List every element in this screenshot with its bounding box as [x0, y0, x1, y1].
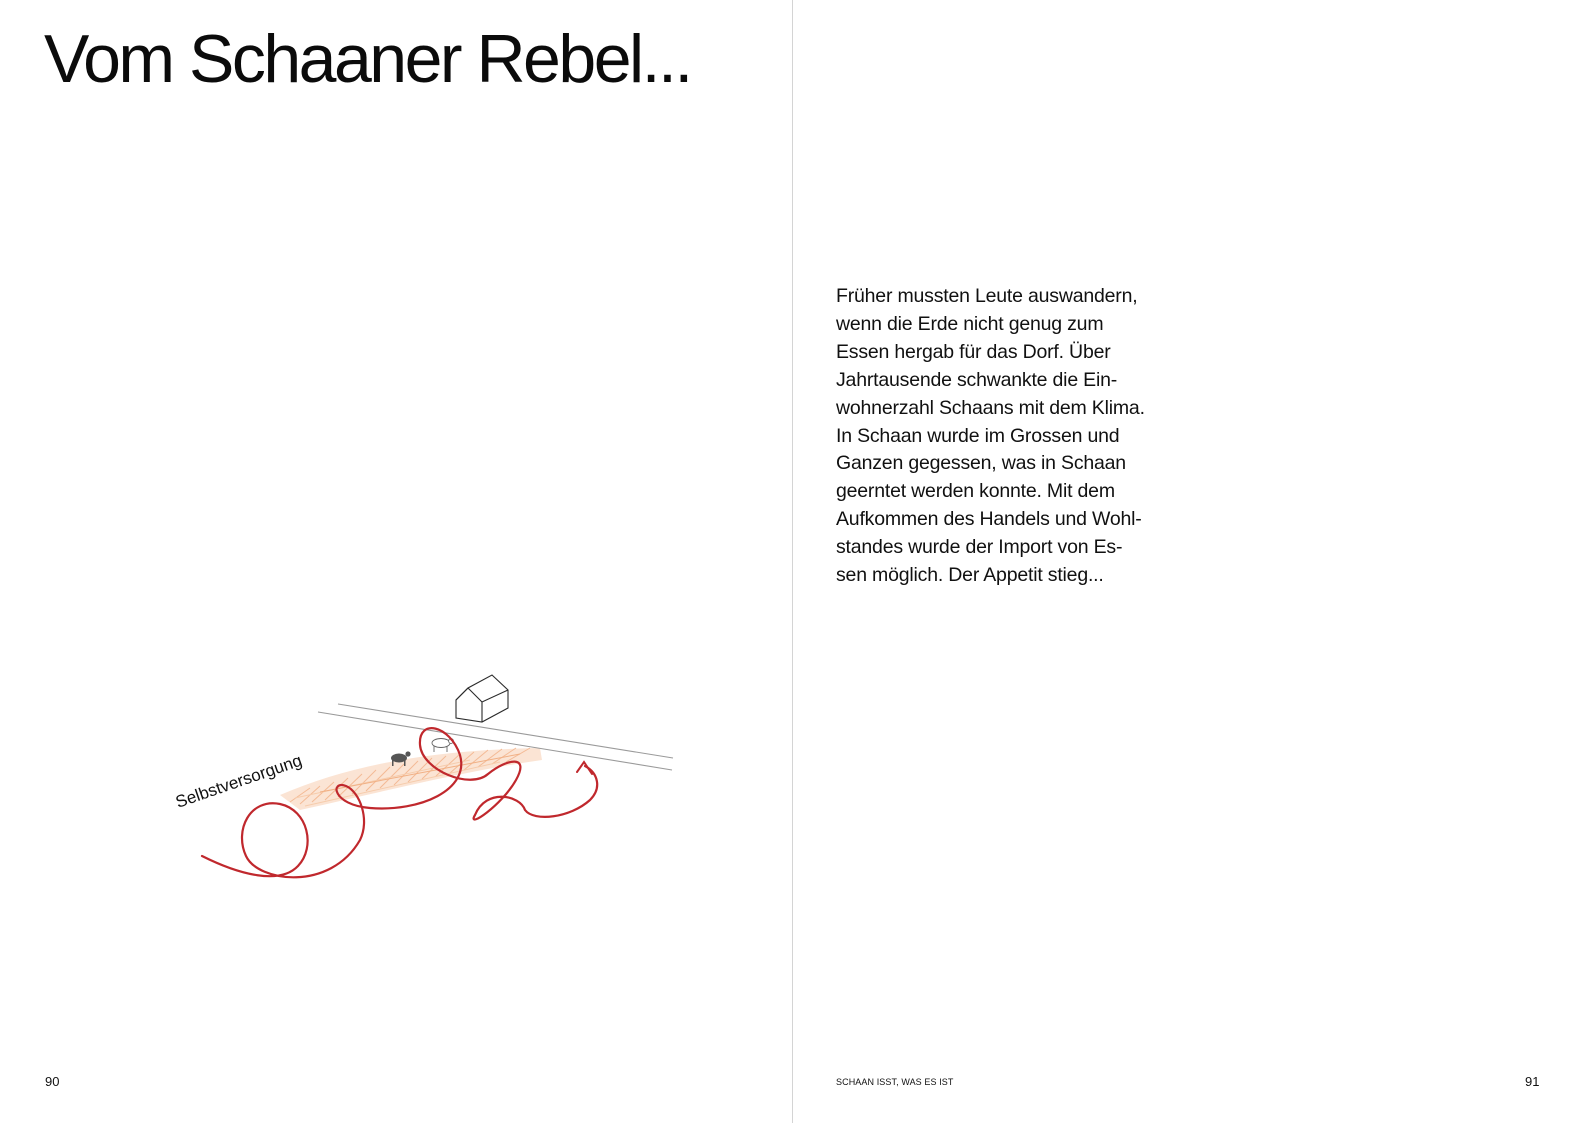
house-icon: [456, 675, 508, 722]
sheep-icon: [432, 739, 453, 753]
body-line: sen möglich. Der Appetit stieg...: [836, 564, 1104, 587]
page-number-left: 90: [45, 1074, 60, 1089]
body-line: Essen hergab für das Dorf. Über: [836, 340, 1111, 363]
body-paragraph: [836, 283, 1186, 590]
body-line: geerntet werden konnte. Mit dem: [836, 480, 1115, 503]
body-line: Jahrtausende schwankte die Ein-: [836, 368, 1118, 391]
body-line: Früher mussten Leute auswandern,: [836, 285, 1138, 307]
body-line: Ganzen gegessen, was in Schaan: [836, 452, 1126, 475]
running-title: SCHAAN ISST, WAS ES IST: [836, 1077, 954, 1087]
body-line: Aufkommen des Handels und Wohl-: [836, 508, 1142, 531]
self-sufficiency-illustration: [170, 670, 690, 900]
body-line: standes wurde der Import von Es-: [836, 536, 1123, 559]
body-line: wenn die Erde nicht genug zum: [836, 312, 1104, 335]
illustration-label: Selbstversorgung: [173, 750, 305, 812]
field: [280, 748, 542, 810]
body-line: In Schaan wurde im Grossen und: [836, 424, 1120, 447]
page-number-right: 91: [1525, 1074, 1540, 1089]
body-line: wohnerzahl Schaans mit dem Klima.: [836, 396, 1145, 419]
page-title: Vom Schaaner Rebel...: [44, 21, 691, 97]
gutter-divider: [792, 0, 793, 1123]
